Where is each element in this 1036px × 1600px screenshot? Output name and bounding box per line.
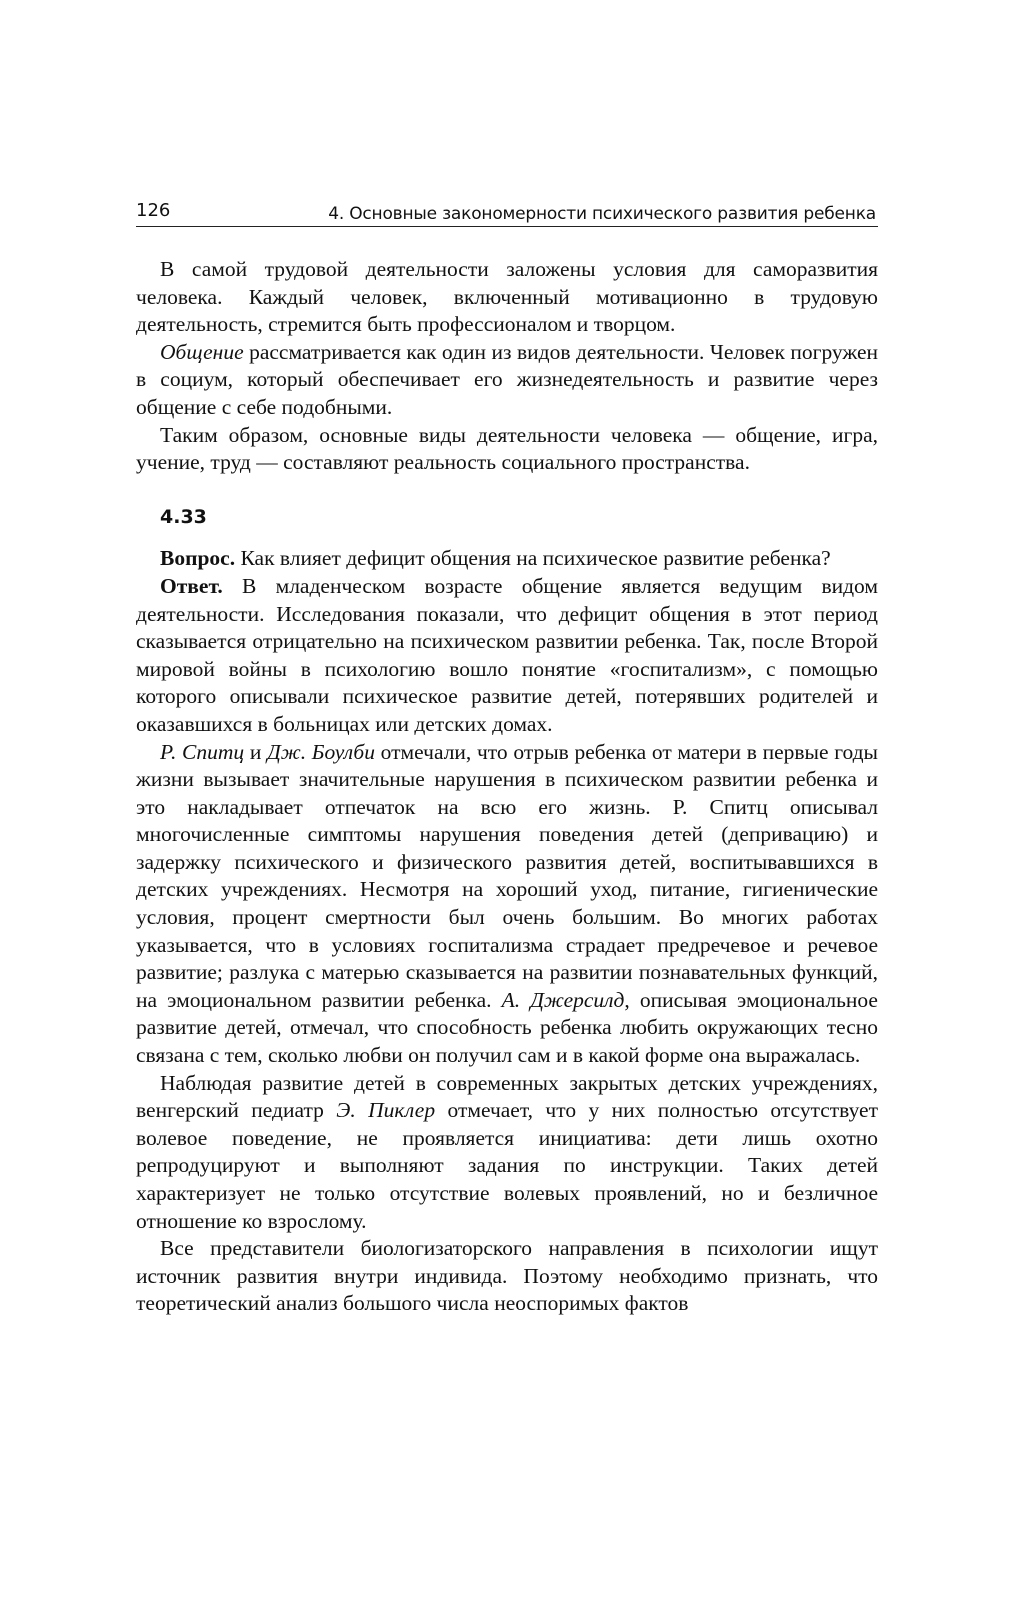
conjunction: и <box>244 739 268 764</box>
answer-label: Ответ. <box>160 573 223 598</box>
section-number: 4.33 <box>160 505 207 528</box>
paragraph-text: В самой трудовой деятельности заложены условия для саморазвития человека. Каждый человек, включенный мотивационно в трудовую деятельность, стремится быть профессионалом и творцом. <box>136 257 878 337</box>
paragraph-text: Наблюдая развитие детей в современных закрытых детских учреждениях, венгерский педиатр <box>136 1070 878 1123</box>
paragraph-text: Все представители биологизаторского направления в психологии ищут источник развития внутри индивида. Поэтому необходимо признать, что теоретический анализ большого числа неоспоримых фактов <box>136 1236 878 1316</box>
question-paragraph <box>136 545 878 573</box>
paragraph-text: рассматривается как один из видов деятельности. Человек погружен в социум, который обеспечивает его жизнедеятельность и развитие через общение с себе подобными. <box>136 339 878 419</box>
paragraph-text: , описывая эмоциональное развитие детей, отмечал, что способность ребенка любить окружающих тесно связана с тем, сколько любви он получил сам и в какой форме она выражалась. <box>136 987 878 1068</box>
running-head: 4. Основные закономерности психического развития ребенка <box>328 204 876 224</box>
paragraph-spitz-bowlby <box>136 739 878 1070</box>
author-name: Р. Спитц <box>160 739 245 764</box>
author-name: Э. Пиклер <box>336 1098 436 1123</box>
question-label: Вопрос. <box>160 546 236 571</box>
paragraph-summary <box>136 422 878 477</box>
question-text: Как влияет дефицит общения на психическое развитие ребенка? <box>235 546 831 571</box>
paragraph-biologizing <box>136 1235 878 1318</box>
paragraph-text: Таким образом, основные виды деятельности человека — общение, игра, учение, труд — составляют реальность социального пространства. <box>136 422 878 475</box>
paragraph-text: отмечает, что у них полностью отсутствует волевое поведение, не проявляется инициатива: дети лишь охотно репродуцируют и выполняют задания по инструкции. Таких детей характеризует не только отсутствие волевых проявлений, но и безличное отношение ко взрослому. <box>136 1098 878 1233</box>
paragraph-labor <box>136 256 878 339</box>
page-content <box>136 256 878 1318</box>
answer-paragraph <box>136 573 878 739</box>
paragraph-communication <box>136 339 878 422</box>
term-communication: Общение <box>160 339 244 364</box>
paragraph-text: отмечали, что отрыв ребенка от матери в первые годы жизни вызывает значительные нарушения в психическом развитии ребенка и это накладывает отпечаток на всю его жизнь. Р. Спитц описывал многочисленные симптомы нарушения поведения детей (депривацию) и задержку психического и физического развития детей, воспитывавшихся в детских учреждениях. Несмотря на хороший уход, питание, гигиенические условия, процент смертности был очень большим. Во многих работах указывается, что в условиях госпитализма страдает предречевое и речевое развитие; разлука с матерью сказывается на развитии познавательных функций, на эмоциональном развитии ребенка. <box>136 739 878 1012</box>
paragraph-pikler <box>136 1070 878 1236</box>
answer-text: В младенческом возрасте общение является ведущим видом деятельности. Исследования показали, что дефицит общения в этот период сказывается отрицательно на психическом развитии ребенка. Так, после Второй мировой войны в психологию вошло понятие «госпитализм», с помощью которого описывали психическое развитие детей, потерявших родителей и оказавшихся в больницах или детских домах. <box>136 573 878 736</box>
page-header <box>136 196 878 227</box>
page-number: 126 <box>136 200 171 221</box>
author-name: Дж. Боулби <box>267 739 375 764</box>
author-name: А. Джерсилд <box>501 987 625 1012</box>
